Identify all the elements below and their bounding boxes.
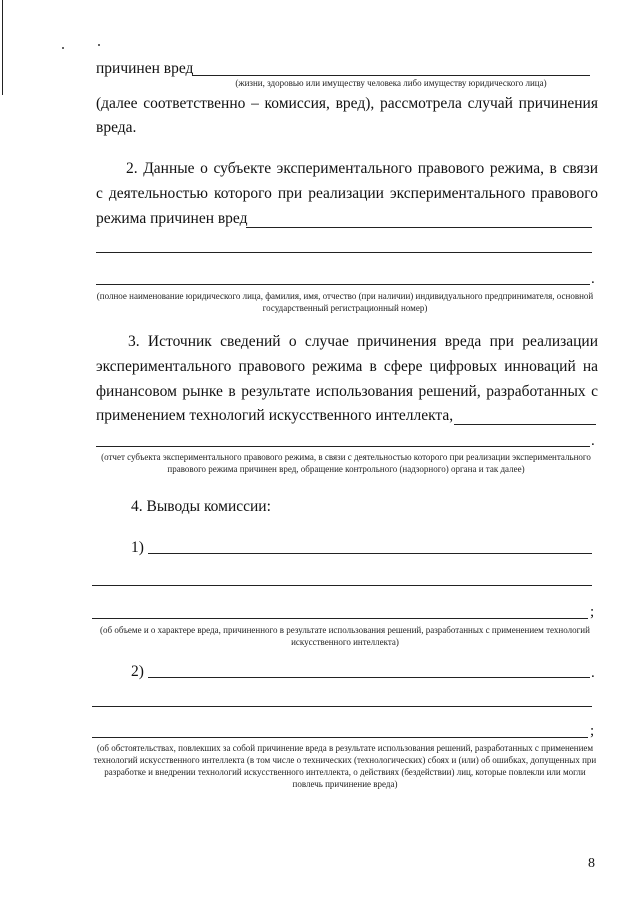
subject-fill-line-1[interactable] (246, 227, 592, 228)
item-2-fill-line-1[interactable] (148, 677, 590, 678)
item-1-caption: (об объеме и о характере вреда, причиненного в результате использования решений, разработанных с применением технологий искусственного интеллекта) (100, 625, 590, 647)
paragraph-1-line-2: вреда. (96, 119, 137, 136)
section-2-line-2: с деятельностью которого при реализации экспериментального правового (96, 185, 598, 202)
period: . (591, 271, 595, 287)
section-3-line-2: экспериментального правового режима в сфере цифровых инноваций на (96, 358, 598, 375)
section-3-line-4: применением технологий искусственного интеллекта, (96, 407, 454, 424)
item-2-caption: (об обстоятельствах, повлекших за собой причинение вреда в результате использования решений, разработанных с применением технологий искусственного интеллекта (в том числе о технических (технологических) сбоях и (или) об ошибках, допущенных при разработке и внедрении технологий искусственного интеллекта, о действиях (бездействии) лиц, которые повлекли или могли повлечь причинение вреда) (93, 743, 597, 789)
harm-caption: (жизни, здоровью или имуществу человека либо имуществу юридического лица) (235, 78, 547, 88)
section-3-line-3: финансовом рынке в результате использования решений, разработанных с (96, 383, 598, 400)
page-number: 8 (588, 856, 595, 871)
section-2-line-1: 2. Данные о субъекте экспериментального правового режима, в связи (126, 160, 598, 177)
scan-speck (62, 47, 64, 49)
semicolon: ; (590, 604, 595, 620)
harm-label: причинен вред (96, 60, 194, 77)
item-1-fill-line-2[interactable] (92, 585, 592, 586)
scan-speck (98, 44, 100, 46)
item-1-fill-line-1[interactable] (148, 553, 592, 554)
source-fill-line-1[interactable] (454, 424, 596, 425)
scan-margin-line (2, 0, 3, 95)
item-1-label: 1) (131, 539, 144, 556)
subject-fill-line-3[interactable] (96, 284, 590, 285)
semicolon: ; (590, 723, 595, 739)
section-2-line-3: режима причинен вред (96, 210, 248, 227)
subject-fill-line-2[interactable] (96, 252, 592, 253)
period: . (591, 433, 595, 449)
section-3-line-1: 3. Источник сведений о случае причинения вреда при реализации (128, 333, 598, 350)
subject-caption: (полное наименование юридического лица, фамилия, имя, отчество (при наличии) индивидуального предпринимателя, основной государственный регистрационный номер) (96, 291, 594, 313)
harm-fill-line[interactable] (192, 75, 590, 76)
paragraph-1-line-1: (далее соответственно – комиссия, вред), рассмотрела случай причинения (96, 95, 598, 112)
period: . (591, 665, 595, 681)
source-caption: (отчет субъекта экспериментального правового режима, в связи с деятельностью которого при реализации экспериментального правового режима причинен вред, обращение контрольного (надзорного) органа и так далее) (101, 452, 591, 474)
item-2-fill-line-2[interactable] (92, 706, 592, 707)
source-fill-line-2[interactable] (96, 446, 590, 447)
item-2-label: 2) (131, 663, 144, 680)
item-1-fill-line-3[interactable] (92, 618, 588, 619)
item-2-fill-line-3[interactable] (92, 737, 588, 738)
section-4-heading: 4. Выводы комиссии: (131, 498, 271, 515)
